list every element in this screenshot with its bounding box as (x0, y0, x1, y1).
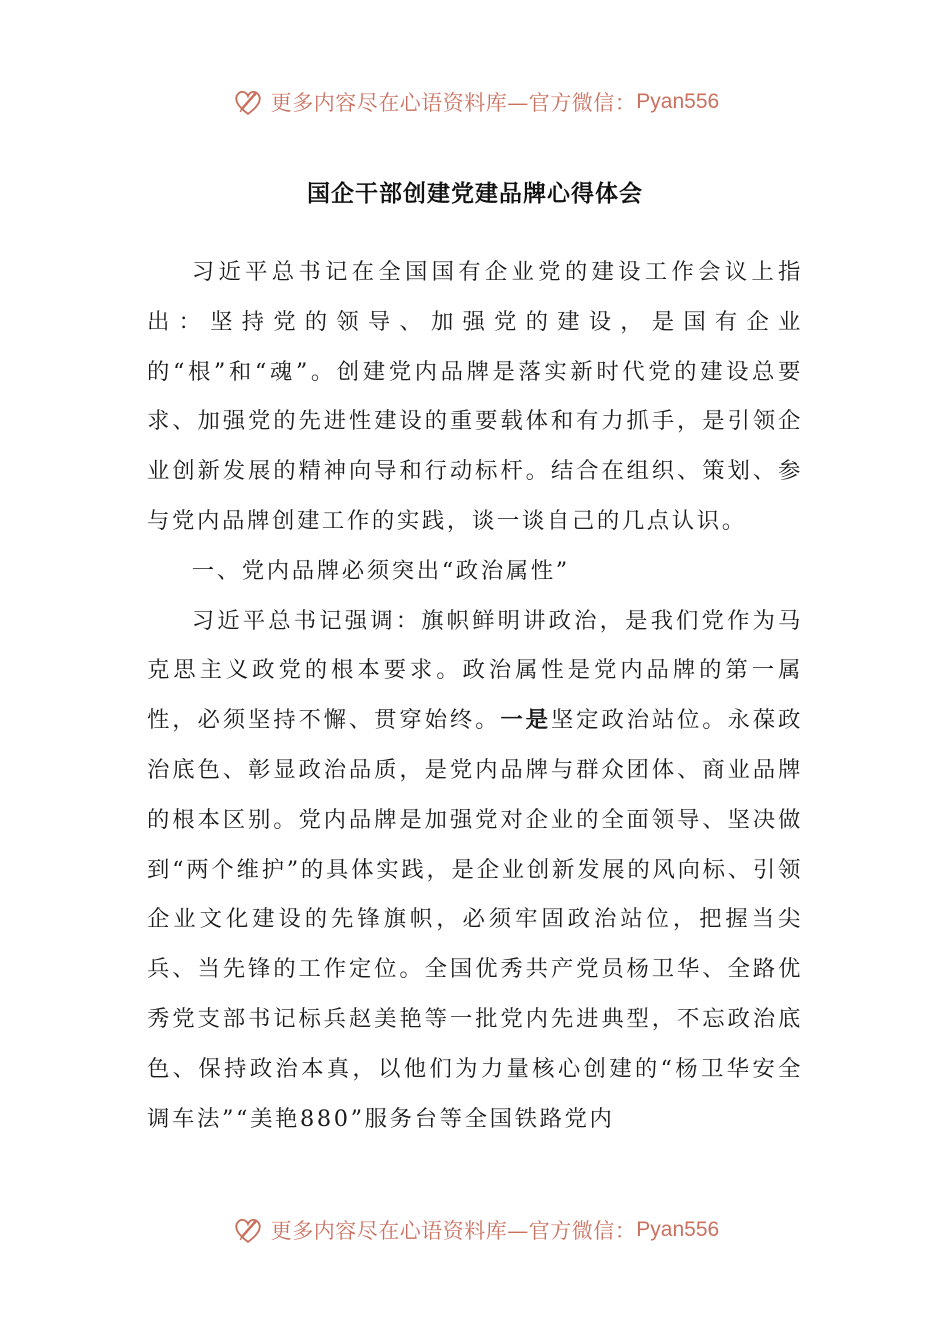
paragraph-intro: 习近平总书记在全国国有企业党的建设工作会议上指出：坚持党的领导、加强党的建设，是国有企业的“根”和“魂”。创建党内品牌是落实新时代党的建设总要求、加强党的先进性建设的重要载体和有力抓手，是引领企业创新发展的精神向导和行动标杆。结合在组织、策划、参与党内品牌创建工作的实践，谈一谈自己的几点认识。 (147, 259, 803, 534)
watermark-text: 更多内容尽在心语资料库—官方微信： (270, 91, 637, 115)
section-heading-1: 一、党内品牌必须突出“政治属性” (191, 557, 570, 584)
footer-watermark (0, 1210, 950, 1250)
bold-ordinal: 一是 (500, 707, 551, 734)
paragraph-text: 习近平总书记强调：旗帜鲜明讲政治，是我们党作为马克思主义政党的根本要求。政治属性是党内品牌的第一属性，必须坚持不懈、贯穿始终。 (147, 607, 803, 734)
document-title: 国企干部创建党建品牌心得体会 (307, 181, 643, 207)
pen-heart-logo-icon (231, 85, 265, 119)
paragraph-text: 坚定政治站位。永葆政治底色、彰显政治品质，是党内品牌与群众团体、商业品牌的根本区别。党内品牌是加强党对企业的全面领导、坚决做到“两个维护”的具体实践，是企业创新发展的风向标、引领企业文化建设的先锋旗帜，必须牢固政治站位，把握当尖兵、当先锋的工作定位。全国优秀共产党员杨卫华、全路优秀党支部书记标兵赵美艳等一批党内先进典型，不忘政治底色、保持政治本真，以他们为力量核心创建的“杨卫华安全调车法”“美艳880”服务台等全国铁路党内 (147, 707, 804, 1132)
document-body (147, 248, 803, 1144)
watermark-text: 更多内容尽在心语资料库—官方微信： (270, 1219, 637, 1243)
watermark-wechat-id: Pyan556 (636, 90, 720, 113)
pen-heart-logo-icon (231, 1213, 265, 1247)
paragraph-section-1 (147, 597, 803, 1145)
watermark-wechat-id: Pyan556 (636, 1218, 720, 1241)
header-watermark (0, 82, 950, 122)
